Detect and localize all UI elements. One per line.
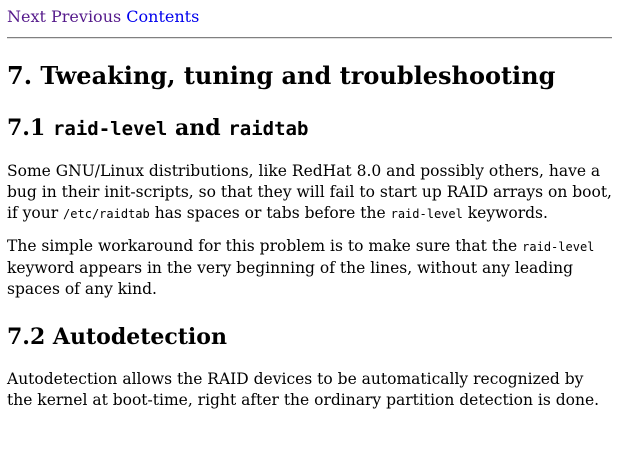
paragraph-text: The simple workaround for this problem is to make sure that the: [7, 237, 518, 255]
inline-code-raid-level: raid-level: [522, 240, 595, 254]
navigation-bar: [7, 6, 612, 28]
inline-code-raid-level: raid-level: [390, 207, 463, 221]
paragraph-autodetection: Autodetection allows the RAID devices to be automatically recognized by the kernel at boot-time, right after the ordinary partition detection is done.: [7, 370, 600, 409]
paragraph-workaround: [7, 236, 612, 300]
section-number: 7.1: [7, 115, 46, 141]
section-and: and: [175, 115, 221, 141]
paragraph-distributions-bug: [7, 161, 612, 225]
next-link[interactable]: Next: [7, 7, 46, 26]
chapter-title: 7. Tweaking, tuning and troubleshooting: [7, 61, 556, 90]
paragraph-text: keyword appears in the very beginning of the lines, without any leading spaces of any kind.: [7, 259, 574, 298]
contents-link[interactable]: Contents: [126, 7, 200, 26]
paragraph-text: has spaces or tabs before the: [154, 204, 386, 222]
paragraph-text: Some GNU/Linux distributions, like RedHat 8.0 and possibly others, have a bug in their init-scripts, so that they will fail to start up RAID arrays on boot, if your: [7, 162, 612, 222]
section-code-raid-level: raid-level: [52, 118, 168, 140]
section-code-raidtab: raidtab: [228, 118, 309, 140]
section-heading-autodetection: 7.2 Autodetection: [7, 324, 227, 350]
previous-link[interactable]: Previous: [51, 7, 122, 26]
inline-code-etc-raidtab: /etc/raidtab: [63, 207, 150, 221]
section-heading-raid-level: [7, 113, 612, 144]
horizontal-rule: [7, 37, 612, 39]
paragraph-text: keywords.: [467, 204, 548, 222]
